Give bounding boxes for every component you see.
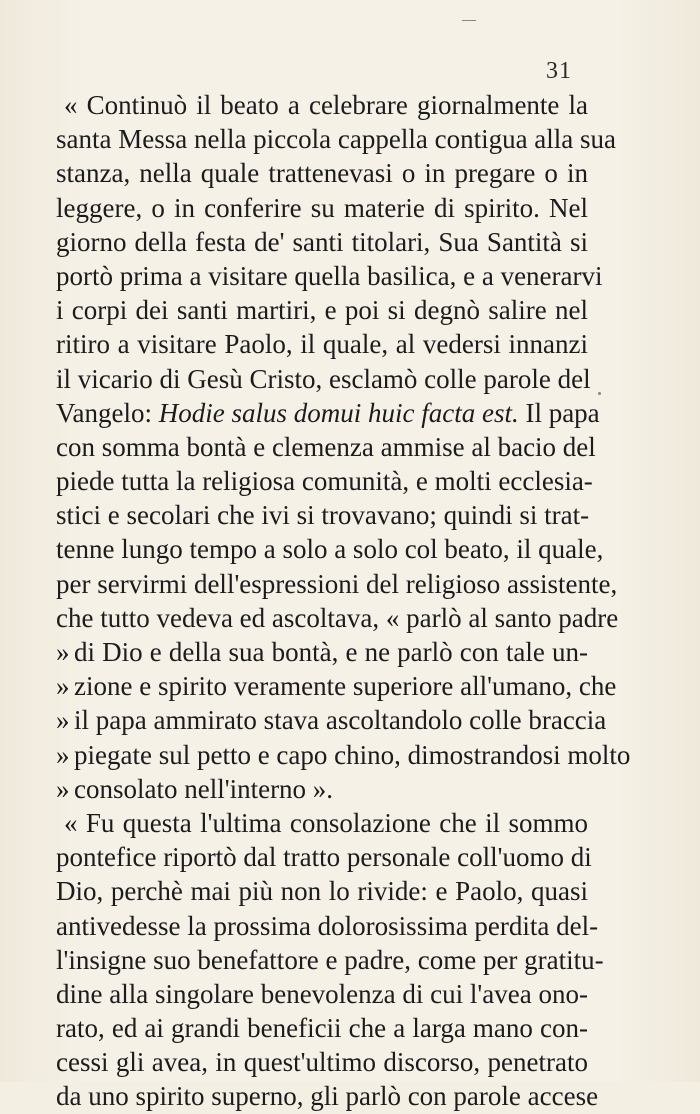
text-line: stanza, nella quale trattenevasi o in pregare o in xyxy=(56,158,588,189)
text-line: ritiro a visitare Paolo, il quale, al vedersi innanzi xyxy=(56,329,588,360)
text-line: leggere, o in conferire su materie di spirito. Nel xyxy=(56,192,588,223)
text-line: il vicario di Gesù Cristo, esclamò colle parole del xyxy=(56,363,591,394)
paper-speck xyxy=(598,392,601,395)
quoted-text: zione e spirito veramente superiore all'umano, che xyxy=(74,671,617,702)
latin-quote: Hodie salus domui huic facta est. xyxy=(158,397,519,428)
quote-mark: » xyxy=(56,705,70,736)
body-text xyxy=(56,88,631,1114)
quoted-line xyxy=(56,703,607,737)
text-line: « Continuò il beato a celebrare giornalmente la xyxy=(64,90,588,120)
quote-mark: » xyxy=(56,637,70,667)
text-line: piede tutta la religiosa comunità, e molti ecclesia- xyxy=(56,466,593,497)
quoted-line xyxy=(56,772,588,806)
after-quote: Il papa xyxy=(518,397,600,428)
text-line: da uno spirito superno, gli parlò con parole accese xyxy=(56,1081,599,1112)
text-line: antivedesse la prossima dolorosissima perdita del- xyxy=(56,910,599,941)
text-line: con somma bontà e clemenza ammise al bacio del xyxy=(56,431,596,462)
quoted-text: consolato nell'interno ». xyxy=(74,773,334,804)
text-line: stici e secolari che ivi si trovavano; quindi si trat- xyxy=(56,500,590,531)
quoted-text: il papa ammirato stava ascoltandolo colle braccia xyxy=(74,705,607,736)
quoted-line xyxy=(56,738,631,772)
text-line: giorno della festa de' santi titolari, Sua Santità si xyxy=(56,226,588,257)
page-number: 31 xyxy=(546,58,572,84)
quote-mark: » xyxy=(56,671,70,702)
text-line: i corpi dei santi martiri, e poi si degnò salire nel xyxy=(56,295,588,326)
paper-speck xyxy=(462,20,476,21)
text-line: santa Messa nella piccola cappella contigua alla sua xyxy=(56,124,617,155)
text-line: pontefice riportò dal tratto personale coll'uomo di xyxy=(56,842,592,873)
text-line: portò prima a visitare quella basilica, e a venerarvi xyxy=(56,260,603,291)
text-line: dine alla singolare benevolenza di cui l'avea ono- xyxy=(56,978,588,1009)
text-line: cessi gli avea, in quest'ultimo discorso, penetrato xyxy=(56,1047,588,1078)
quote-mark: » xyxy=(56,739,70,770)
text-line-with-latin xyxy=(56,396,600,430)
quote-mark: » xyxy=(56,773,70,804)
quoted-text: di Dio e della sua bontà, e ne parlò con tale un- xyxy=(74,637,588,667)
text-line: rato, ed ai grandi beneficii che a larga mano con- xyxy=(56,1013,588,1044)
text-line: Dio, perchè mai più non lo rivide: e Paolo, quasi xyxy=(56,876,588,907)
text-line: « Fu questa l'ultima consolazione che il sommo xyxy=(64,807,588,838)
vangelo-word: Vangelo: xyxy=(56,397,152,428)
text-line: che tutto vedeva ed ascoltava, « parlò al santo padre xyxy=(56,602,619,633)
text-line: per servirmi dell'espressioni del religioso assistente, xyxy=(56,568,618,599)
text-line: tenne lungo tempo a solo a solo col beato, il quale, xyxy=(56,534,604,565)
quoted-line xyxy=(56,669,617,703)
text-line: l'insigne suo benefattore e padre, come per gratitu- xyxy=(56,944,604,975)
quoted-line xyxy=(56,635,588,669)
quoted-text: piegate sul petto e capo chino, dimostrandosi molto xyxy=(74,739,631,770)
